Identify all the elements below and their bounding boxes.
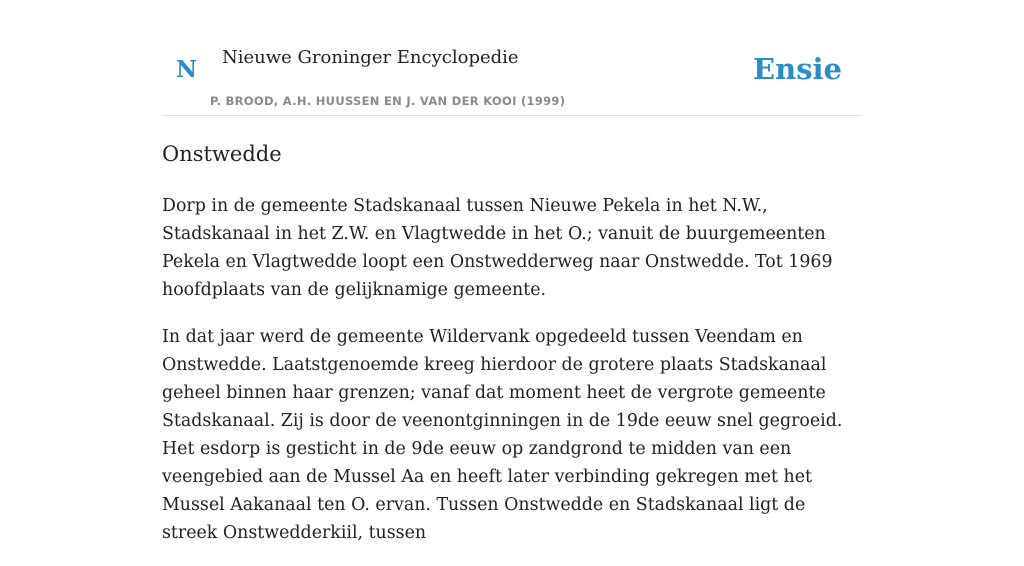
brand-logo-link[interactable]: Ensie xyxy=(753,52,842,86)
article-body xyxy=(162,192,862,566)
source-header xyxy=(162,36,862,116)
source-logo[interactable]: N xyxy=(176,56,198,83)
source-authors: P. BROOD, A.H. HUUSSEN EN J. VAN DER KOOI (1999) xyxy=(210,94,566,108)
article-title: Onstwedde xyxy=(162,142,282,166)
article-paragraph: In dat jaar werd de gemeente Wildervank opgedeeld tussen Veendam en Onstwedde. Laatstgenoemde kreeg hierdoor de grotere plaats Stadskanaal geheel binnen haar grenzen; vanaf dat moment heet de vergrote gemeente Stadskanaal. Zij is door de veenontginningen in de 19de eeuw snel gegroeid. Het esdorp is gesticht in de 9de eeuw op zandgrond te midden van een veengebied aan de Mussel Aa en heeft later verbinding gekregen met het Mussel Aakanaal ten O. ervan. Tussen Onstwedde en Stadskanaal ligt de streek Onstwedderkiil, tussen xyxy=(162,327,843,543)
article-paragraph: Dorp in de gemeente Stadskanaal tussen Nieuwe Pekela in het N.W., Stadskanaal in het Z.W. en Vlagtwedde in het O.; vanuit de buurgemeenten Pekela en Vlagtwedde loopt een Onstwedderweg naar Onstwedde. Tot 1969 hoofdplaats van de gelijknamige gemeente. xyxy=(162,196,833,300)
source-title-link[interactable]: Nieuwe Groninger Encyclopedie xyxy=(222,47,519,68)
